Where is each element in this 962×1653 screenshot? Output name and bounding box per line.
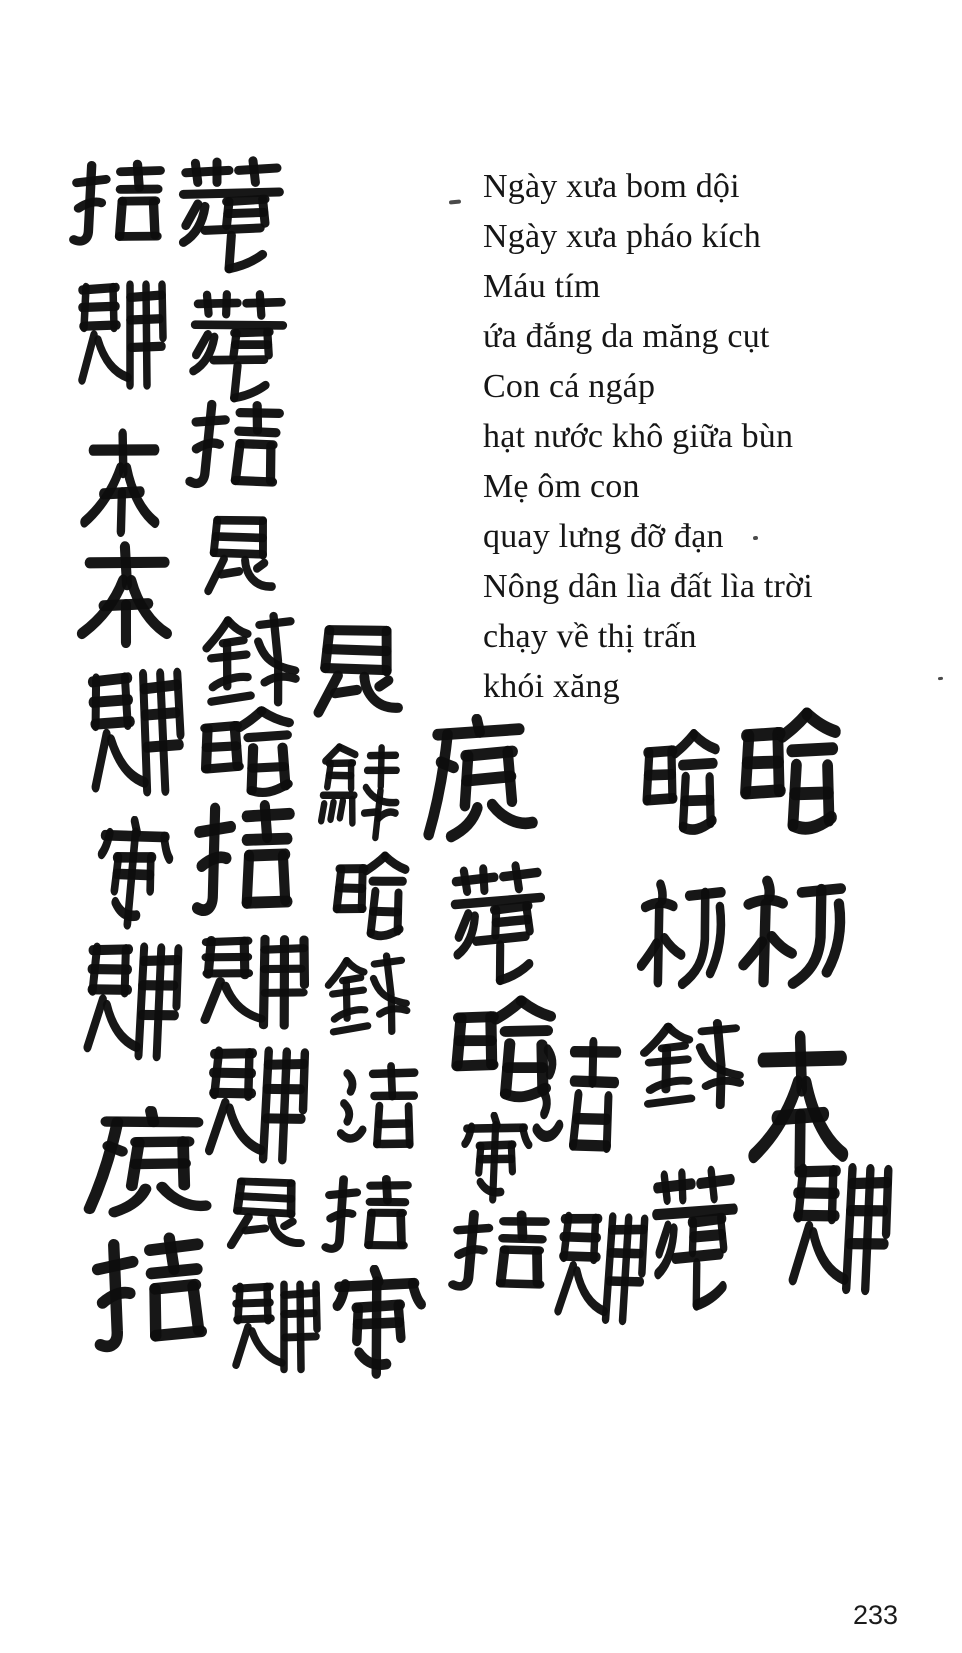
poem-line: Máu tím (483, 268, 601, 305)
calligraphy-glyph-ve (78, 661, 190, 811)
calligraphy-glyph-do (188, 798, 301, 929)
poem-line: Ngày xưa bom dội (483, 168, 740, 205)
calligraphy-glyph-giua (324, 1264, 431, 1384)
page-number: 233 (853, 1600, 899, 1630)
calligraphy-glyph-xang (83, 1228, 219, 1367)
calligraphy-glyph-dang (440, 859, 554, 990)
calligraphy-glyph-tran (74, 933, 188, 1073)
poem-line: Nông dân lìa đất lìa trời (483, 568, 813, 605)
calligraphy-glyph-troi (75, 422, 167, 541)
calligraphy-glyph-mang (454, 1111, 536, 1207)
calligraphy-glyph-con (300, 613, 416, 731)
calligraphy-glyph-ngay (633, 726, 727, 847)
calligraphy-glyph-dan (190, 929, 314, 1039)
calligraphy-glyph-me (179, 287, 293, 407)
poem-line: hạt nước khô giữa bùn (483, 418, 794, 455)
calligraphy-glyph-ngap (322, 846, 418, 952)
calligraphy-glyph-khoi (78, 1104, 220, 1231)
poem-line: ứa đắng da măng cụt (483, 318, 770, 355)
calligraphy-glyph-hat (319, 949, 416, 1045)
calligraphy-glyph-bun (169, 156, 289, 276)
calligraphy-glyph-xua (632, 872, 737, 997)
calligraphy-glyph-phao (634, 1016, 749, 1118)
calligraphy-glyph-doi (778, 1153, 898, 1309)
poem-line: Ngày xưa pháo kích (483, 218, 761, 255)
calligraphy-glyph-lia (224, 1276, 324, 1382)
calligraphy-glyph-ca (308, 739, 407, 852)
calligraphy-glyph-thi (86, 813, 179, 937)
calligraphy-glyph-con (194, 506, 287, 606)
calligraphy-glyph-kho (317, 1171, 417, 1264)
calligraphy-glyph-ua (415, 712, 544, 854)
calligraphy-glyph-kich (642, 1164, 745, 1315)
calligraphy-glyph-ngay (728, 704, 850, 849)
calligraphy-glyph-tim (545, 1203, 654, 1338)
poem-line: quay lưng đỡ đạn (483, 518, 724, 555)
calligraphy-glyph-cut (444, 1205, 557, 1305)
calligraphy-glyph-nuoc (331, 1061, 424, 1163)
calligraphy-glyph-xua (733, 868, 859, 998)
poem-line: chạy về thị trấn (483, 618, 697, 655)
calligraphy-glyph-lung (189, 704, 304, 808)
calligraphy-glyph-quay (196, 608, 305, 716)
poem-line: Con cá ngáp (483, 368, 656, 405)
poem-line: Mẹ ôm con (483, 468, 640, 505)
calligraphy-glyph-lia (70, 275, 170, 400)
poem-line: khói xăng (483, 668, 620, 705)
calligraphy-glyph-chay (71, 535, 178, 651)
calligraphy-glyph-dan (215, 1168, 317, 1261)
calligraphy-glyph-da (438, 991, 566, 1115)
calligraphy-glyph-dat (65, 157, 171, 257)
calligraphy-glyph-om (181, 395, 291, 505)
